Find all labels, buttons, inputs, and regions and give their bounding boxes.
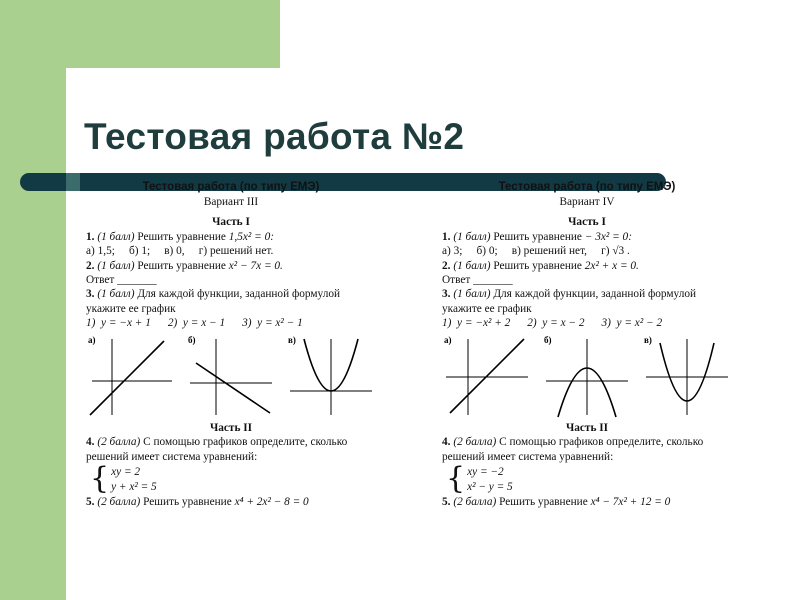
function-list: 1) y = −x² + 2 2) y = x − 2 3) y = x² − 2 [442,317,663,330]
graph-a-label: а) [444,334,452,345]
graph-c [642,333,732,419]
graph-a [442,333,532,419]
part-1-label: Часть I [212,216,250,229]
answer-line: Ответ _______ [442,273,513,286]
slide-title: Тестовая работа №2 [84,116,465,157]
graph-row [86,333,376,419]
graph-c-label: в) [644,334,652,345]
system-eq-2: x² − y = 5 [467,480,513,493]
equation-system [446,461,732,497]
graph-b [542,333,632,419]
variant-label: Вариант IV [559,195,615,208]
question-1: 1. (1 балл) Решить уравнение 1,5x² = 0: [86,230,274,243]
question-2: 2. (1 балл) Решить уравнение 2x² + x = 0. [442,259,639,272]
question-5: 5. (2 балла) Решить уравнение x⁴ − 7x² + 12 = 0 [442,496,671,509]
graph-b-label: б) [188,334,196,345]
question-4: 4. (2 балла) С помощью графиков определите, сколько решений имеет система уравнений: [442,436,704,463]
question-4: 4. (2 балла) С помощью графиков определите, сколько решений имеет система уравнений: [86,436,348,463]
question-3: 3. (1 балл) Для каждой функции, заданной формулой укажите ее график [86,288,341,315]
variant-label: Вариант III [203,195,259,208]
graph-row [442,333,732,419]
part-1-label: Часть I [568,216,606,229]
question-5: 5. (2 балла) Решить уравнение x⁴ + 2x² − 8 = 0 [86,496,309,509]
system-eq-1: xy = −2 [467,466,504,479]
question-2: 2. (1 балл) Решить уравнение x² − 7x = 0. [86,259,283,272]
graph-a-label: а) [88,334,96,345]
part-2-label: Часть II [565,421,609,434]
graph-b-label: б) [544,334,552,345]
variant-4-column [442,180,732,510]
green-decor-side [0,0,66,600]
equation-system [90,461,376,497]
system-eq-1: xy = 2 [111,466,141,479]
question-3: 3. (1 балл) Для каждой функции, заданной формулой укажите ее график [442,288,697,315]
graph-c-label: в) [288,334,296,345]
worksheet-header: Тестовая работа (по типу ЕМЭ) [142,181,320,193]
question-1-answers: а) 3; б) 0; в) решений нет, г) √3 . [442,245,630,258]
graph-a [86,333,176,419]
answer-line: Ответ _______ [86,273,157,286]
brace-icon: { [90,461,110,497]
brace-icon: { [446,461,466,497]
question-1-answers: а) 1,5; б) 1; в) 0, г) решений нет. [86,245,274,258]
worksheet-header: Тестовая работа (по типу ЕМЭ) [498,181,676,193]
variant-3-column [86,180,376,510]
bar-accent [66,173,80,191]
system-eq-2: y + x² = 5 [111,480,157,493]
graph-c [286,333,376,419]
question-1: 1. (1 балл) Решить уравнение − 3x² = 0: [442,230,632,243]
function-list: 1) y = −x + 1 2) y = x − 1 3) y = x² − 1 [86,317,303,330]
part-2-label: Часть II [209,421,253,434]
graph-b [186,333,276,419]
